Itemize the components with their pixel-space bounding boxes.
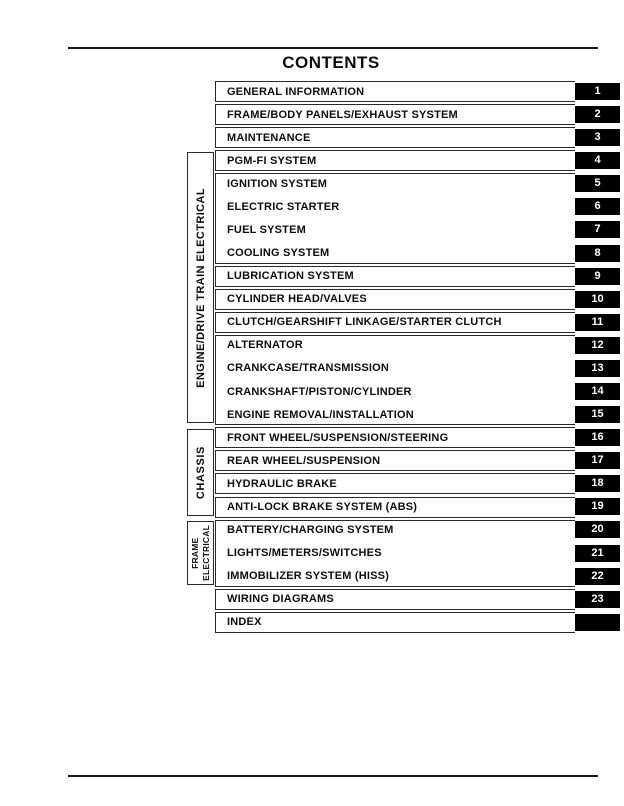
toc-row-22 xyxy=(215,565,620,588)
toc-row-18 xyxy=(215,472,620,495)
chapter-title: HYDRAULIC BRAKE xyxy=(227,477,337,490)
chapter-number-tab: 1 xyxy=(575,83,620,100)
toc-row-17 xyxy=(215,449,620,472)
chapter-title: ENGINE REMOVAL/INSTALLATION xyxy=(227,408,414,421)
chapter-title: LUBRICATION SYSTEM xyxy=(227,270,354,283)
chapter-title: LIGHTS/METERS/SWITCHES xyxy=(227,547,382,560)
chapter-number-tab: 8 xyxy=(575,245,620,262)
chapter-number-tab: 14 xyxy=(575,383,620,400)
chapter-title: MAINTENANCE xyxy=(227,131,311,144)
chapter-title: IMMOBILIZER SYSTEM (HISS) xyxy=(227,570,390,583)
top-rule xyxy=(68,47,598,49)
toc-row-12 xyxy=(215,334,620,357)
toc-row-4 xyxy=(215,149,620,172)
chapter-number-tab: 3 xyxy=(575,129,620,146)
section-bracket-frame-electrical xyxy=(187,521,214,585)
chapter-title: CLUTCH/GEARSHIFT LINKAGE/STARTER CLUTCH xyxy=(227,316,502,329)
chapter-title: GENERAL INFORMATION xyxy=(227,85,365,98)
toc-row-index xyxy=(215,611,620,634)
chapter-title: WIRING DIAGRAMS xyxy=(227,593,334,606)
toc-row-8 xyxy=(215,242,620,265)
chapter-title: INDEX xyxy=(227,616,262,629)
chapter-title: ELECTRIC STARTER xyxy=(227,200,340,213)
chapter-number-tab: 21 xyxy=(575,545,620,562)
page-title: CONTENTS xyxy=(282,53,380,72)
toc-row-19 xyxy=(215,495,620,518)
chapter-number-tab: 5 xyxy=(575,175,620,192)
chapter-number-tab: 18 xyxy=(575,475,620,492)
toc-row-3 xyxy=(215,126,620,149)
chapter-number-tab: 9 xyxy=(575,268,620,285)
chapter-title: ANTI-LOCK BRAKE SYSTEM (ABS) xyxy=(227,500,418,513)
toc-row-13 xyxy=(215,357,620,380)
chapter-number-tab: 17 xyxy=(575,452,620,469)
chapter-title: FRONT WHEEL/SUSPENSION/STEERING xyxy=(227,431,449,444)
section-bracket-engine-drive-train-electrical xyxy=(187,152,214,423)
chapter-number-tab: 11 xyxy=(575,314,620,331)
toc-row-16 xyxy=(215,426,620,449)
chapter-number-tab xyxy=(575,614,620,631)
toc-row-7 xyxy=(215,218,620,241)
toc-row-21 xyxy=(215,542,620,565)
chapter-title: FUEL SYSTEM xyxy=(227,224,307,236)
toc-row-1 xyxy=(215,80,620,103)
toc-row-14 xyxy=(215,380,620,403)
section-label-frame-line1: FRAME xyxy=(189,537,200,569)
chapter-number-tab: 16 xyxy=(575,429,620,446)
chapter-title: BATTERY/CHARGING SYSTEM xyxy=(227,524,394,537)
toc-row-20 xyxy=(215,518,620,541)
chapter-title: REAR WHEEL/SUSPENSION xyxy=(227,454,381,467)
chapter-number-tab: 2 xyxy=(575,106,620,123)
chapter-title: CRANKCASE/TRANSMISSION xyxy=(227,362,390,375)
toc-row-23 xyxy=(215,588,620,611)
bottom-rule xyxy=(68,775,598,777)
section-label-frame-line2: ELECTRICAL xyxy=(200,525,211,581)
chapter-number-tab: 6 xyxy=(575,198,620,215)
chapter-title: ALTERNATOR xyxy=(227,339,303,352)
toc-row-10 xyxy=(215,288,620,311)
toc-row-9 xyxy=(215,265,620,288)
toc-row-11 xyxy=(215,311,620,334)
chapter-number-tab: 12 xyxy=(575,337,620,354)
chapter-number-tab: 15 xyxy=(575,406,620,423)
chapter-number-tab: 23 xyxy=(575,591,620,608)
chapter-number-tab: 22 xyxy=(575,568,620,585)
chapter-number-tab: 7 xyxy=(575,221,620,238)
chapter-number-tab: 13 xyxy=(575,360,620,377)
chapter-title: CRANKSHAFT/PISTON/CYLINDER xyxy=(227,385,412,398)
chapter-title: PGM-FI SYSTEM xyxy=(227,154,317,167)
section-label-engine-drive-train-electrical: ENGINE/DRIVE TRAIN ELECTRICAL xyxy=(194,187,207,388)
chapter-title: COOLING SYSTEM xyxy=(227,247,330,260)
chapter-number-tab: 10 xyxy=(575,291,620,308)
section-bracket-chassis xyxy=(187,429,214,516)
chapter-number-tab: 19 xyxy=(575,498,620,515)
toc-row-2 xyxy=(215,103,620,126)
chapter-title: CYLINDER HEAD/VALVES xyxy=(227,293,367,306)
chapter-number-tab: 4 xyxy=(575,152,620,169)
toc-row-5 xyxy=(215,172,620,195)
toc-row-15 xyxy=(215,403,620,426)
toc-row-6 xyxy=(215,195,620,218)
chapter-number-tab: 20 xyxy=(575,521,620,538)
chapter-title: IGNITION SYSTEM xyxy=(227,177,328,190)
section-label-frame-electrical xyxy=(190,525,212,581)
section-label-chassis: CHASSIS xyxy=(194,445,207,500)
toc-list xyxy=(215,80,620,634)
chapter-title: FRAME/BODY PANELS/EXHAUST SYSTEM xyxy=(227,108,458,121)
